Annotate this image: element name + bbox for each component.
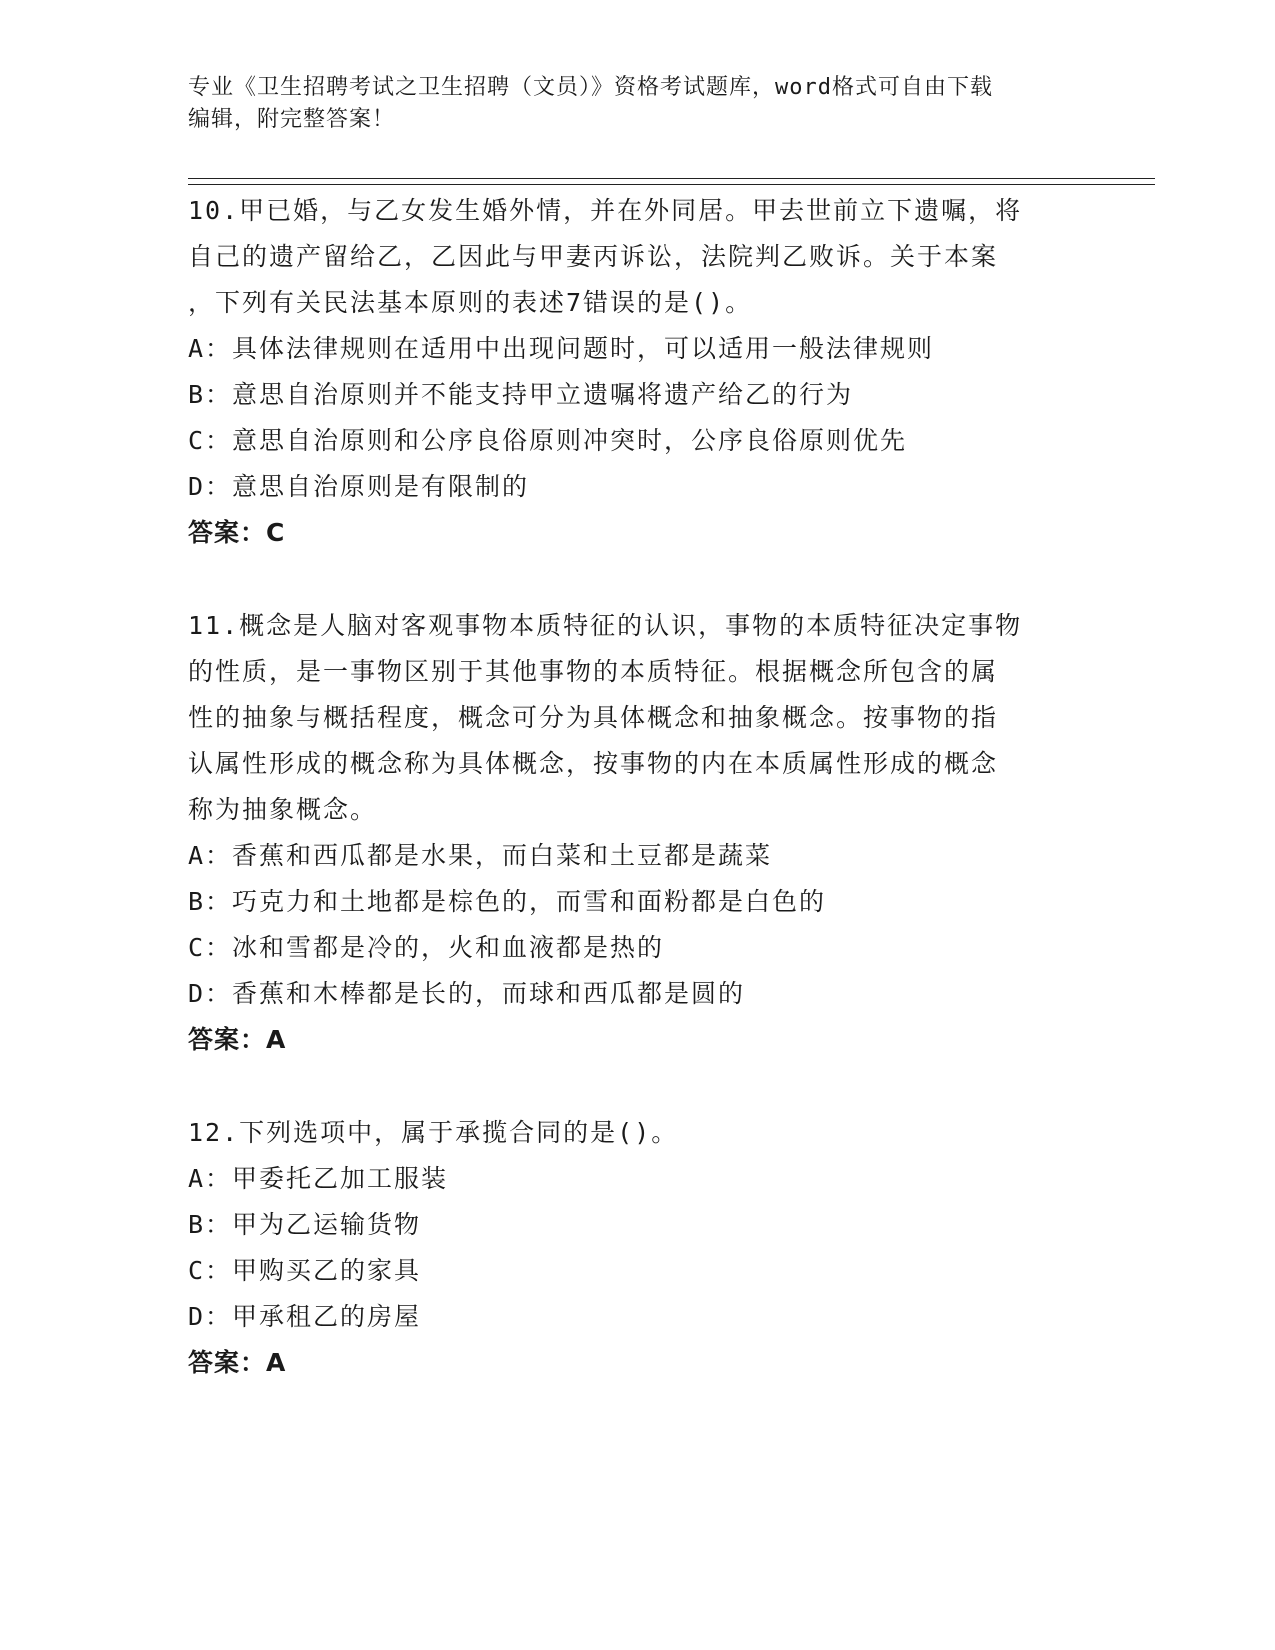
question-12 <box>188 1110 1088 1386</box>
question-11 <box>188 603 1088 1063</box>
header-line: 编辑，附完整答案！ <box>188 107 396 132</box>
document-header <box>188 72 1088 136</box>
option-a: A：甲委托乙加工服装 <box>188 1164 449 1193</box>
question-10 <box>188 188 1088 556</box>
answer-label: 答案：A <box>188 1348 287 1377</box>
question-text-line: 自己的遗产留给乙，乙因此与甲妻丙诉讼，法院判乙败诉。关于本案 <box>188 242 999 271</box>
option-c: C：甲购买乙的家具 <box>188 1256 422 1285</box>
option-c: C：意思自治原则和公序良俗原则冲突时，公序良俗原则优先 <box>188 426 908 455</box>
header-divider-top <box>188 178 1155 179</box>
option-b: B：甲为乙运输货物 <box>188 1210 422 1239</box>
question-text-line: 称为抽象概念。 <box>188 795 378 824</box>
option-a: A：具体法律规则在适用中出现问题时，可以适用一般法律规则 <box>188 334 935 363</box>
question-text-line: 性的抽象与概括程度，概念可分为具体概念和抽象概念。按事物的指 <box>188 703 999 732</box>
question-text-line: 11.概念是人脑对客观事物本质特征的认识，事物的本质特征决定事物 <box>188 611 1023 640</box>
option-c: C：冰和雪都是冷的，火和血液都是热的 <box>188 933 665 962</box>
question-text-line: ，下列有关民法基本原则的表述7错误的是()。 <box>188 288 753 317</box>
header-divider-bottom <box>188 184 1155 185</box>
question-list <box>188 188 1088 1386</box>
question-text-line: 10.甲已婚，与乙女发生婚外情，并在外同居。甲去世前立下遗嘱，将 <box>188 196 1023 225</box>
option-d: D：意思自治原则是有限制的 <box>188 472 530 501</box>
question-text-line: 认属性形成的概念称为具体概念，按事物的内在本质属性形成的概念 <box>188 749 999 778</box>
answer-label: 答案：C <box>188 518 286 547</box>
option-d: D：香蕉和木棒都是长的，而球和西瓜都是圆的 <box>188 979 746 1008</box>
question-text-line: 12.下列选项中，属于承揽合同的是()。 <box>188 1118 679 1147</box>
question-text-line: 的性质，是一事物区别于其他事物的本质特征。根据概念所包含的属 <box>188 657 999 686</box>
option-b: B：巧克力和土地都是棕色的，而雪和面粉都是白色的 <box>188 887 827 916</box>
header-line: 专业《卫生招聘考试之卫生招聘（文员）》资格考试题库，word格式可自由下载 <box>188 75 993 100</box>
question-spacer <box>188 1063 1088 1110</box>
answer-label: 答案：A <box>188 1025 287 1054</box>
question-spacer <box>188 556 1088 603</box>
option-d: D：甲承租乙的房屋 <box>188 1302 422 1331</box>
option-b: B：意思自治原则并不能支持甲立遗嘱将遗产给乙的行为 <box>188 380 854 409</box>
option-a: A：香蕉和西瓜都是水果，而白菜和土豆都是蔬菜 <box>188 841 773 870</box>
